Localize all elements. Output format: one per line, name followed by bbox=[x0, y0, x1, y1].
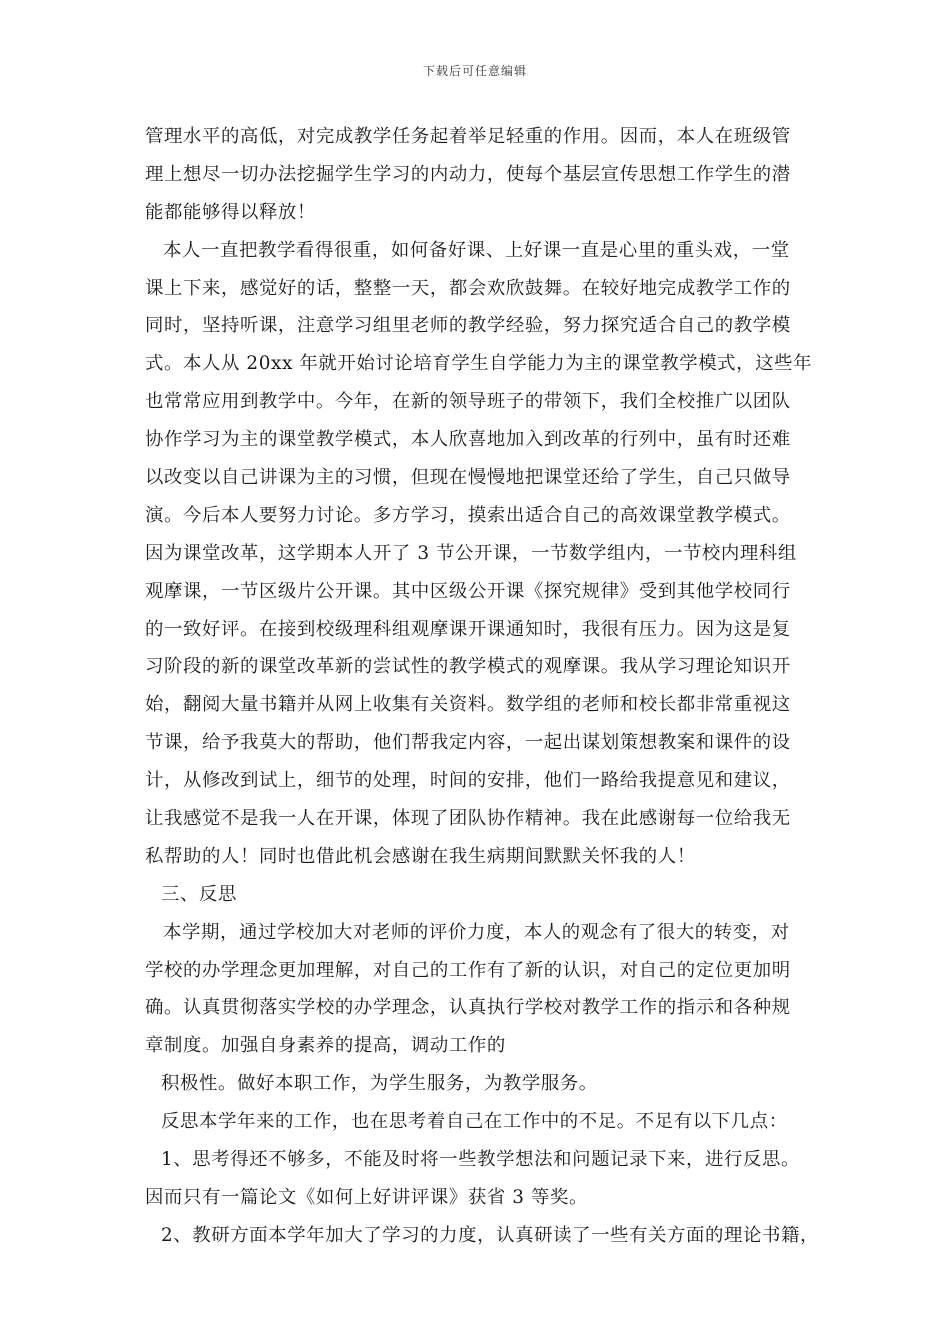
text-line: 计，从修改到试上，细节的处理，时间的安排，他们一路给我提意见和建议， bbox=[145, 770, 791, 792]
text-line: 积极性。做好本职工作，为学生服务，为教学服务。 bbox=[161, 1073, 598, 1095]
text-line: 反思本学年来的工作，也在思考着自己在工作中的不足。不足有以下几点： bbox=[161, 1111, 788, 1133]
text-line: 私帮助的人！同时也借此机会感谢在我生病期间默默关怀我的人！ bbox=[145, 845, 696, 867]
text-line: 本人一直把教学看得很重，如何备好课、上好课一直是心里的重头戏，一堂 bbox=[163, 239, 790, 261]
text-line: 因为课堂改革，这学期本人开了 3 节公开课，一节数学组内，一节校内理科组 bbox=[145, 542, 797, 564]
text-line: 三、反思 bbox=[161, 883, 237, 905]
text-line: 1、思考得还不够多，不能及时将一些教学想法和问题记录下来，进行反思。 bbox=[161, 1149, 800, 1171]
text-line: 始，翻阅大量书籍并从网上收集有关资料。数学组的老师和校长都非常重视这 bbox=[145, 694, 791, 716]
text-line: 学校的办学理念更加理解，对自己的工作有了新的认识，对自己的定位更加明 bbox=[145, 959, 791, 981]
text-line: 演。今后本人要努力讨论。多方学习，摸索出适合自己的高效课堂教学模式。 bbox=[145, 504, 791, 526]
page-header: 下载后可任意编辑 bbox=[422, 64, 527, 78]
text-line: 式。本人从 20xx 年就开始讨论培育学生自学能力为主的课堂教学模式，这些年 bbox=[145, 353, 813, 375]
text-line: 理上想尽一切办法挖掘学生学习的内动力，使每个基层宣传思想工作学生的潜 bbox=[145, 163, 791, 185]
text-line: 以改变以自己讲课为主的习惯，但现在慢慢地把课堂还给了学生，自己只做导 bbox=[145, 467, 791, 489]
text-line: 管理水平的高低，对完成教学任务起着举足轻重的作用。因而，本人在班级管 bbox=[145, 126, 791, 147]
text-line: 协作学习为主的课堂教学模式，本人欣喜地加入到改革的行列中，虽有时还难 bbox=[145, 429, 791, 451]
text-line: 本学期，通过学校加大对老师的评价力度，本人的观念有了很大的转变，对 bbox=[163, 921, 790, 943]
text-line: 因而只有一篇论文《如何上好讲评课》获省 3 等奖。 bbox=[145, 1186, 588, 1208]
text-line: 的一致好评。在接到校级理科组观摩课开课通知时，我很有压力。因为这是复 bbox=[145, 618, 791, 640]
text-line: 也常常应用到教学中。今年，在新的领导班子的带领下，我们全校推广以团队 bbox=[145, 391, 791, 413]
text-line: 同时，坚持听课，注意学习组里老师的教学经验，努力探究适合自己的教学模 bbox=[145, 315, 791, 337]
text-line: 观摩课，一节区级片公开课。其中区级公开课《探究规律》受到其他学校同行 bbox=[145, 580, 791, 602]
text-line: 确。认真贯彻落实学校的办学理念，认真执行学校对教学工作的指示和各种规 bbox=[145, 997, 791, 1019]
text-line: 2、教研方面本学年加大了学习的力度，认真研读了一些有关方面的理论书籍， bbox=[161, 1224, 819, 1246]
document-body bbox=[145, 118, 825, 1255]
text-line: 习阶段的新的课堂改革新的尝试性的教学模式的观摩课。我从学习理论知识开 bbox=[145, 656, 791, 678]
text-line: 课上下来，感觉好的话，整整一天，都会欢欣鼓舞。在较好地完成教学工作的 bbox=[145, 277, 791, 299]
text-line: 章制度。加强自身素养的提高，调动工作的 bbox=[145, 1035, 506, 1057]
text-line: 节课，给予我莫大的帮助，他们帮我定内容，一起出谋划策想教案和课件的设 bbox=[145, 732, 791, 754]
text-line: 能都能够得以释放！ bbox=[145, 201, 316, 223]
text-line: 让我感觉不是我一人在开课，体现了团队协作精神。我在此感谢每一位给我无 bbox=[145, 808, 791, 830]
